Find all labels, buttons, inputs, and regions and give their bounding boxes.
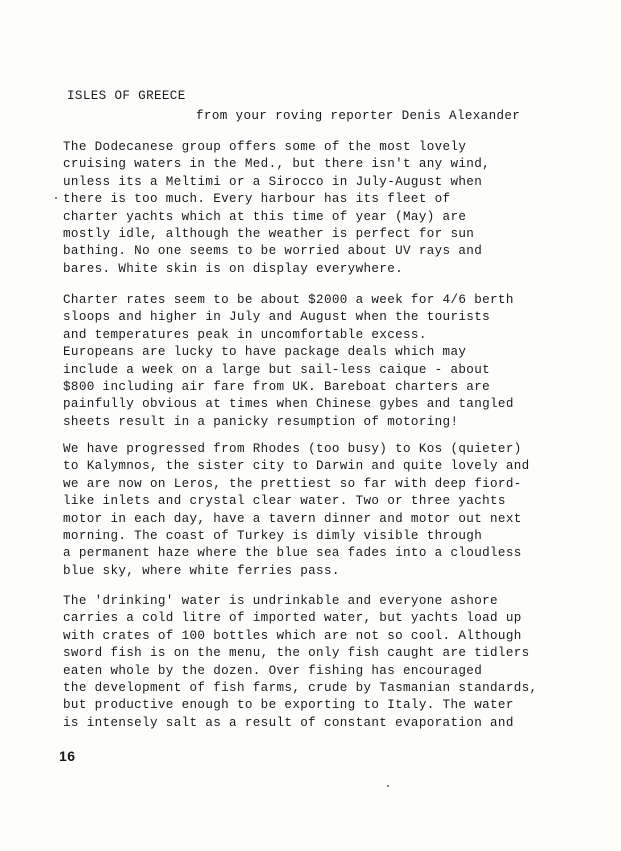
text-line: with crates of 100 bottles which are not so cool. Although [63,628,522,643]
text-line: but productive enough to be exporting to Italy. The water [63,698,514,713]
page-number: 16 [59,748,76,764]
text-line: The Dodecanese group offers some of the most lovely [63,140,467,154]
article-title: ISLES OF GREECE [67,89,186,103]
text-line: sword fish is on the menu, the only fish caught are tidlers [63,646,530,661]
text-line: The 'drinking' water is undrinkable and everyone ashore [63,594,498,608]
text-line: we are now on Leros, the prettiest so far with deep fiord- [63,476,522,491]
text-line: morning. The coast of Turkey is dimly visible through [63,528,483,543]
text-line: to Kalymnos, the sister city to Darwin and quite lovely and [63,459,530,474]
text-line: charter yachts which at this time of year (May) are [63,209,467,224]
text-line: $800 including air fare from UK. Bareboat charters are [63,379,491,394]
text-line: sloops and higher in July and August when the tourists [63,310,491,325]
text-line: the development of fish farms, crude by Tasmanian standards, [63,680,538,695]
text-line: and temperatures peak in uncomfortable excess. [63,327,427,342]
paragraph-3 [63,441,530,580]
scan-speck [55,197,57,199]
text-line: motor in each day, have a tavern dinner and motor out next [63,511,522,526]
text-line: is intensely salt as a result of constant evaporation and [63,715,514,730]
text-line: blue sky, where white ferries pass. [63,563,340,578]
text-line: a permanent haze where the blue sea fades into a cloudless [63,546,522,561]
paragraph-2 [63,292,514,431]
text-line: like inlets and crystal clear water. Two or three yachts [63,494,506,509]
text-line: Charter rates seem to be about $2000 a week for 4/6 berth [63,293,514,307]
text-line: bathing. No one seems to be worried about UV rays and [63,244,483,259]
text-line: include a week on a large but sail-less caique - about [63,362,491,377]
text-line: bares. White skin is on display everywhere. [63,261,404,276]
paragraph-1 [63,139,490,278]
text-line: there is too much. Every harbour has its fleet of [63,192,451,207]
text-line: Europeans are lucky to have package deals which may [63,345,467,360]
text-line: unless its a Meltimi or a Sirocco in July-August when [63,174,483,189]
text-line: mostly idle, although the weather is perfect for sun [63,226,475,241]
text-line: sheets result in a panicky resumption of motoring! [63,414,459,429]
scan-speck [387,785,389,787]
text-line: painfully obvious at times when Chinese gybes and tangled [63,397,514,412]
text-line: eaten whole by the dozen. Over fishing has encouraged [63,663,483,678]
paragraph-4 [63,593,537,732]
text-line: carries a cold litre of imported water, but yachts load up [63,611,522,626]
article-byline: from your roving reporter Denis Alexander [196,109,521,123]
text-line: We have progressed from Rhodes (too busy) to Kos (quieter) [63,442,522,456]
text-line: cruising waters in the Med., but there isn't any wind, [63,157,491,172]
